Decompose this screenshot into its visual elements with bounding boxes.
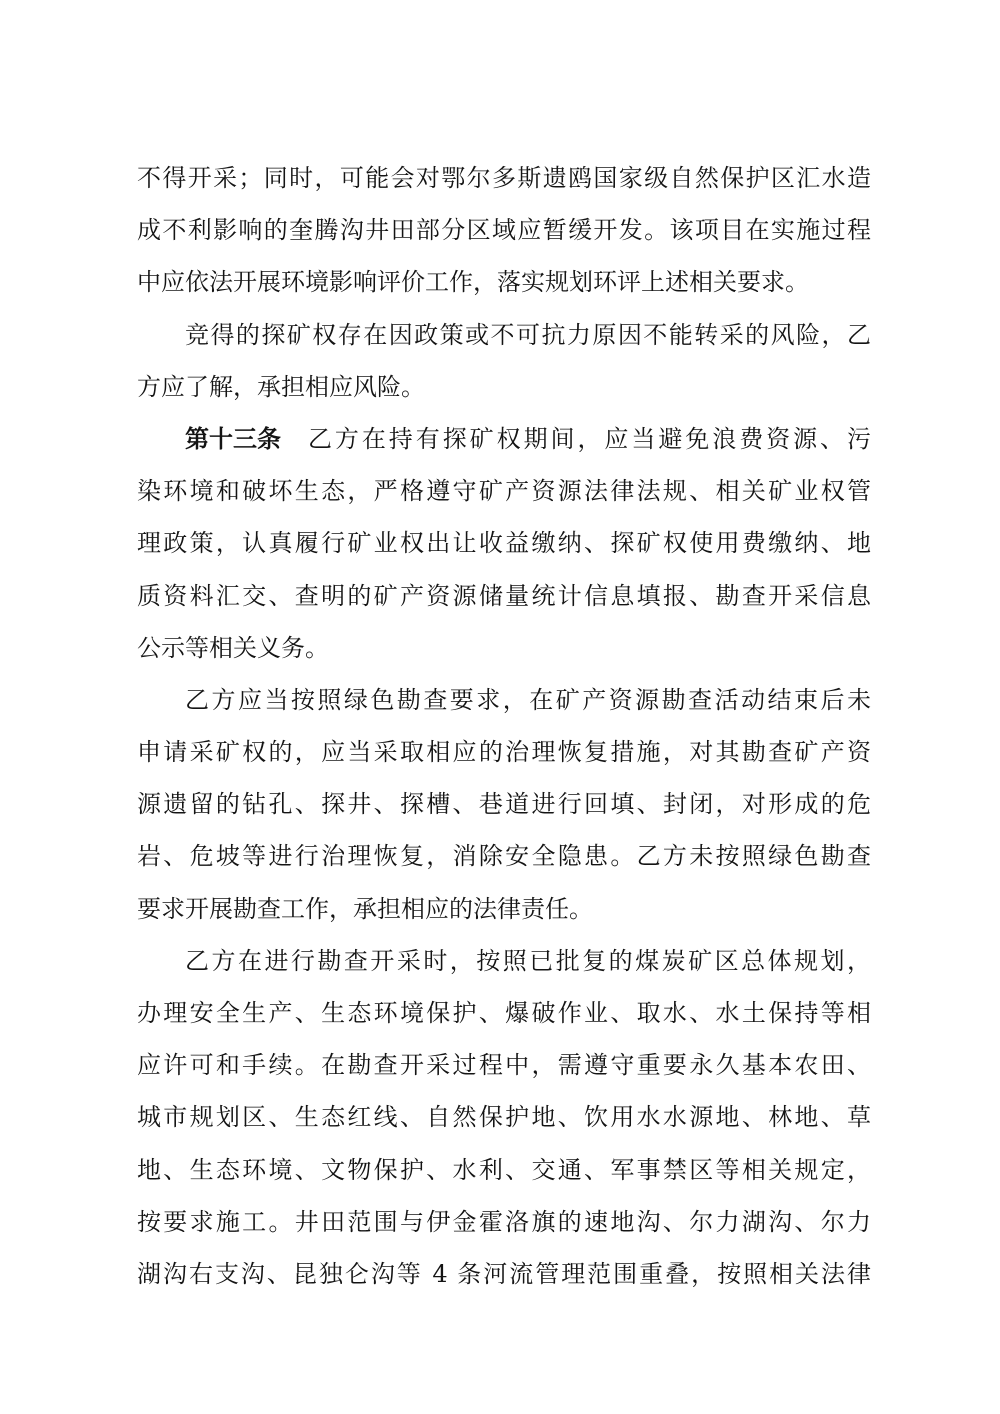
- document-body: [137, 152, 871, 1300]
- text-line: 岩、危坡等进行治理恢复，消除安全隐患。乙方未按照绿色勘查: [137, 842, 871, 871]
- text-line: 不得开采；同时，可能会对鄂尔多斯遗鸥国家级自然保护区汇水造: [137, 164, 871, 192]
- paragraph-permits: [137, 935, 871, 1300]
- text-line: 竞得的探矿权存在因政策或不可抗力原因不能转采的风险，乙: [185, 320, 871, 349]
- text-line: [137, 413, 871, 465]
- paragraph-continued: [137, 152, 871, 309]
- text-line: 成不利影响的奎腾沟井田部分区域应暂缓开发。该项目在实施过程: [137, 216, 871, 245]
- article-text: 乙方在持有探矿权期间，应当避免浪费资源、污: [305, 424, 871, 453]
- text-line: 质资料汇交、查明的矿产资源储量统计信息填报、勘查开采信息: [137, 581, 871, 610]
- paragraph-green-exploration: [137, 674, 871, 935]
- text-line: 地、生态环境、文物保护、水利、交通、军事禁区等相关规定，: [137, 1155, 871, 1184]
- text-line: 中应依法开展环境影响评价工作，落实规划环评上述相关要求。: [137, 268, 809, 297]
- text-line: 办理安全生产、生态环境保护、爆破作业、取水、水土保持等相: [137, 999, 871, 1027]
- text-line: 应许可和手续。在勘查开采过程中，需遵守重要永久基本农田、: [137, 1051, 871, 1080]
- article-heading: 第十三条: [185, 424, 281, 453]
- text-line: 理政策，认真履行矿业权出让收益缴纳、探矿权使用费缴纳、地: [137, 529, 871, 558]
- text-line: 城市规划区、生态红线、自然保护地、饮用水水源地、林地、草: [137, 1103, 871, 1132]
- text-line: 源遗留的钻孔、探井、探槽、巷道进行回填、封闭，对形成的危: [137, 790, 871, 819]
- text-line: 按要求施工。井田范围与伊金霍洛旗的速地沟、尔力湖沟、尔力: [137, 1207, 871, 1236]
- text-line: 湖沟右支沟、昆独仑沟等 4 条河流管理范围重叠，按照相关法律: [137, 1259, 871, 1288]
- text-line: 公示等相关义务。: [137, 633, 329, 662]
- text-line: 乙方应当按照绿色勘查要求，在矿产资源勘查活动结束后未: [185, 685, 871, 714]
- paragraph-risk: [137, 309, 871, 413]
- article-13: [137, 413, 871, 674]
- text-line: 申请采矿权的，应当采取相应的治理恢复措施，对其勘查矿产资: [137, 738, 871, 767]
- text-line: 方应了解，承担相应风险。: [137, 372, 425, 401]
- text-line: 染环境和破坏生态，严格遵守矿产资源法律法规、相关矿业权管: [137, 477, 871, 506]
- text-line: 乙方在进行勘查开采时，按照已批复的煤炭矿区总体规划，: [185, 946, 871, 975]
- text-line: 要求开展勘查工作，承担相应的法律责任。: [137, 894, 593, 923]
